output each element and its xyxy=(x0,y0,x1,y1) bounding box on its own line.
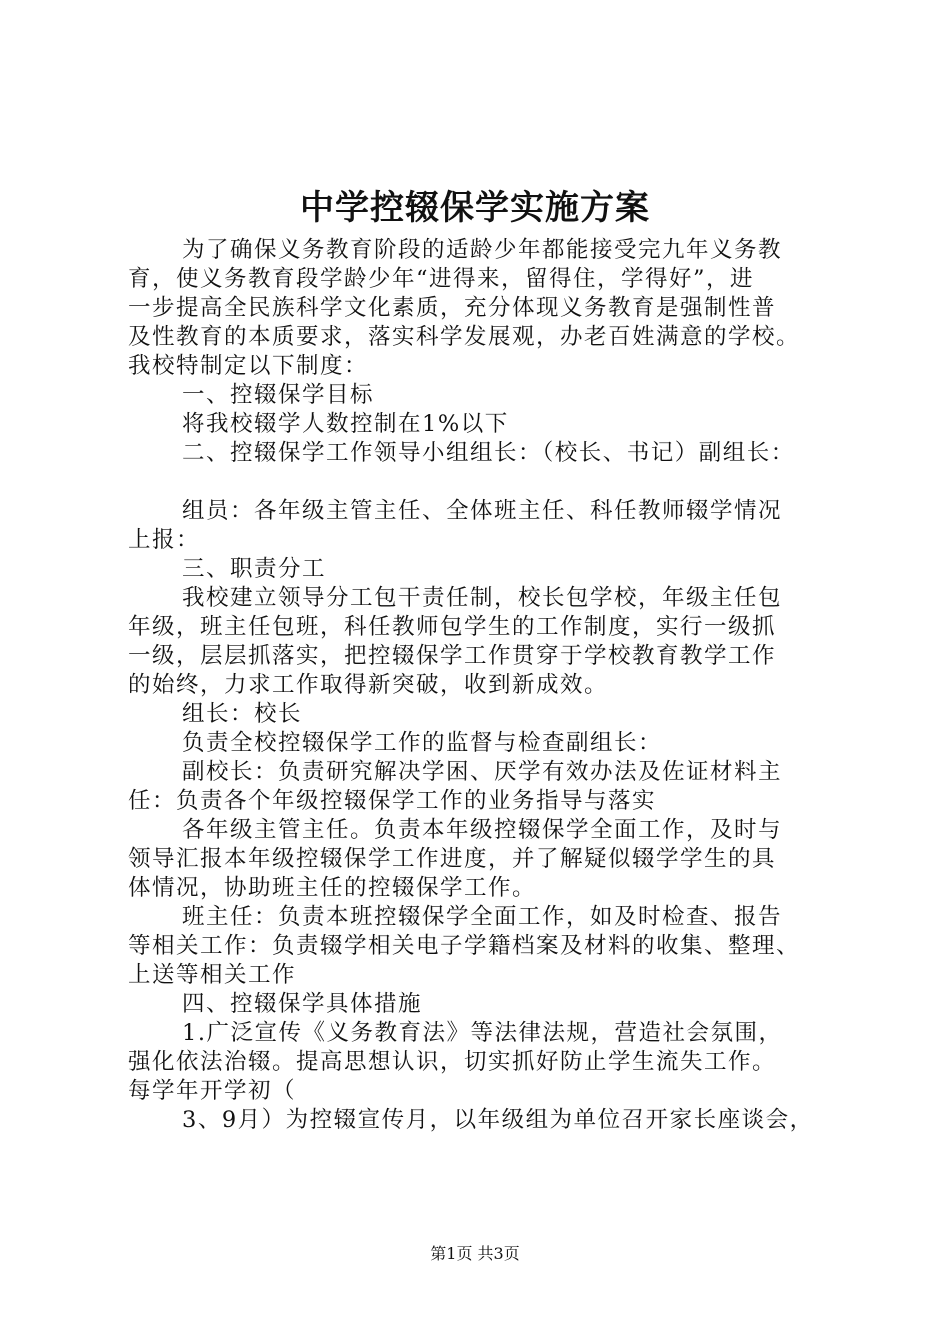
paragraph-line: 1.广泛宣传《义务教育法》等法律法规，营造社会氛围， xyxy=(182,1020,783,1046)
section-heading: 一、控辍保学目标 xyxy=(182,382,375,408)
paragraph-line: 副校长：负责研究解决学困、厌学有效办法及佐证材料主 xyxy=(182,759,783,785)
paragraph-line: 各年级主管主任。负责本年级控辍保学全面工作，及时与 xyxy=(182,817,783,843)
paragraph-line: 每学年开学初（ xyxy=(128,1078,297,1104)
section-heading: 四、控辍保学具体措施 xyxy=(182,991,423,1017)
paragraph-line: 领导汇报本年级控辍保学工作进度，并了解疑似辍学学生的具 xyxy=(128,846,777,872)
paragraph-line: 一级，层层抓落实，把控辍保学工作贯穿于学校教育教学工作 xyxy=(128,643,777,669)
blank-line xyxy=(128,468,836,497)
paragraph-line: 我校建立领导分工包干责任制，校长包学校，年级主任包 xyxy=(182,585,783,611)
paragraph-line: 为了确保义务教育阶段的适龄少年都能接受完九年义务教 xyxy=(182,237,783,263)
paragraph-line: 组员：各年级主管主任、全体班主任、科任教师辍学情况 xyxy=(182,498,783,524)
section-heading: 二、控辍保学工作领导小组组长：（校长、书记）副组长： xyxy=(182,440,795,466)
paragraph-line: 任：负责各个年级控辍保学工作的业务指导与落实 xyxy=(128,788,657,814)
paragraph-line: 上送等相关工作 xyxy=(128,962,297,988)
paragraph-line: 负责全校控辍保学工作的监督与检查副组长： xyxy=(182,730,663,756)
paragraph-line: 3、9月）为控辍宣传月，以年级组为单位召开家长座谈会， xyxy=(182,1107,814,1133)
paragraph-line: 体情况，协助班主任的控辍保学工作。 xyxy=(128,875,537,901)
paragraph-line: 育，使义务教育段学龄少年“进得来，留得住，学得好”，进 xyxy=(128,266,755,292)
paragraph-line: 班主任：负责本班控辍保学全面工作，如及时检查、报告 xyxy=(182,904,783,930)
paragraph-line: 组长：校长 xyxy=(182,701,303,727)
document-title: 中学控辍保学实施方案 xyxy=(300,188,650,228)
paragraph-line: 上报： xyxy=(128,527,201,553)
paragraph-line: 我校特制定以下制度： xyxy=(128,353,369,379)
paragraph-line: 一步提高全民族科学文化素质，充分体现义务教育是强制性普 xyxy=(128,295,777,321)
paragraph-line: 的始终，力求工作取得新突破，收到新成效。 xyxy=(128,672,609,698)
page-number-footer: 第1页 共3页 xyxy=(430,1244,520,1263)
paragraph-line: 将我校辍学人数控制在1%以下 xyxy=(182,411,509,437)
paragraph-line: 年级，班主任包班，科任教师包学生的工作制度，实行一级抓 xyxy=(128,614,777,640)
paragraph-line: 及性教育的本质要求，落实科学发展观，办老百姓满意的学校。 xyxy=(128,324,801,350)
paragraph-line: 强化依法治辍。提高思想认识，切实抓好防止学生流失工作。 xyxy=(128,1049,777,1075)
section-heading: 三、职责分工 xyxy=(182,556,327,582)
document-body xyxy=(128,236,836,1135)
paragraph-line: 等相关工作：负责辍学相关电子学籍档案及材料的收集、整理、 xyxy=(128,933,801,959)
